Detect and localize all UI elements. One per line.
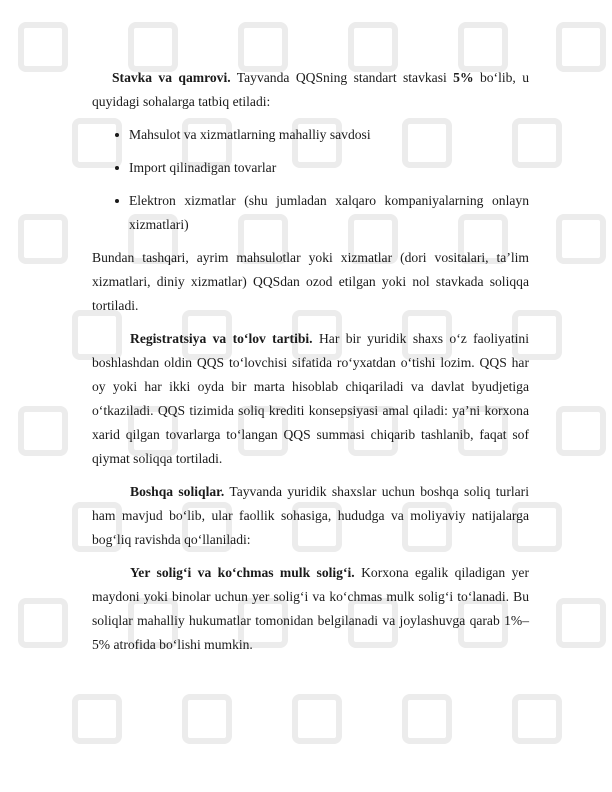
bullet-list	[92, 123, 529, 237]
paragraph-vat-rate	[92, 66, 529, 114]
paragraph-other-taxes	[92, 480, 529, 552]
vat-rate-text-a: Tayvanda QQSning standart stavkasi	[230, 70, 454, 85]
land-tax-text: Korxona egalik qiladigan yer maydoni yoki binolar uchun yer solig‘i va ko‘chmas mulk solig‘i to‘lanadi. Bu soliqlar mahalliy hukumatlar tomonidan belgilanadi va joylashuvga qarab 1%–5% atrofida bo‘lishi mumkin.	[92, 565, 529, 652]
list-item: Import qilinadigan tovarlar	[129, 156, 529, 180]
list-item: Elektron xizmatlar (shu jumladan xalqaro kompaniyalarning onlayn xizmatlari)	[129, 189, 529, 237]
vat-rate-value: 5%	[453, 70, 474, 85]
paragraph-registration	[92, 327, 529, 471]
registration-text: Har bir yuridik shaxs o‘z faoliyatini boshlashdan oldin QQS to‘lovchisi sifatida ro‘yxatdan o‘tishi lozim. QQS har oy yoki har ikki oyda bir marta hisoblab chiqariladi va davlat byudjetiga o‘tkaziladi. QQS tizimida soliq krediti konsepsiyasi amal qiladi: ya’ni korxona xarid qilgan tovarlarga to‘langan QQS summasi chiqarib tashlanib, faqat sof qiymat soliqqa tortiladi.	[92, 331, 529, 466]
other-taxes-text: Tayvanda yuridik shaxslar uchun boshqa soliq turlari ham mavjud bo‘lib, ular faollik sohasiga, hududga va moliyaviy natijalarga bog‘liq ravishda qo‘llaniladi:	[92, 484, 529, 547]
document-page	[92, 66, 529, 657]
heading-vat-rate: Stavka va qamrovi.	[112, 70, 231, 85]
heading-registration: Registratsiya va to‘lov tartibi.	[130, 331, 313, 346]
heading-other-taxes: Boshqa soliqlar.	[130, 484, 225, 499]
paragraph-land-tax	[92, 561, 529, 657]
heading-land-tax: Yer solig‘i va ko‘chmas mulk solig‘i.	[130, 565, 355, 580]
vat-rate-text-b: bo‘lib, u quyidagi sohalarga tatbiq etiladi:	[92, 70, 530, 109]
list-item: Mahsulot va xizmatlarning mahalliy savdosi	[129, 123, 529, 147]
paragraph-exemptions: Bundan tashqari, ayrim mahsulotlar yoki xizmatlar (dori vositalari, ta’lim xizmatlari, diniy xizmatlar) QQSdan ozod etilgan yoki nol stavkada soliqqa tortiladi.	[92, 250, 529, 313]
